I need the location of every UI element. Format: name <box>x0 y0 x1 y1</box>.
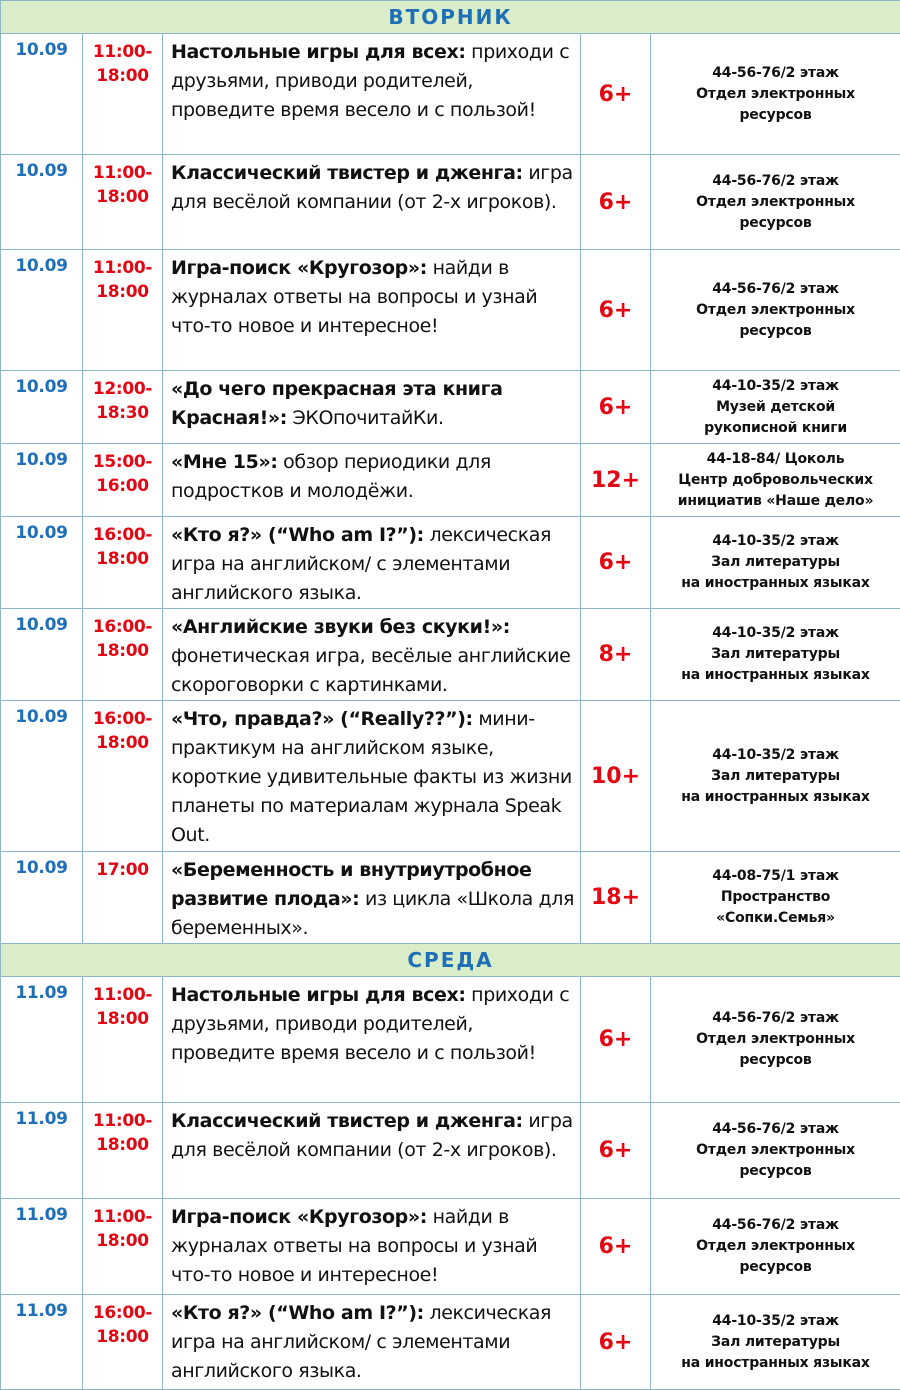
location-phone: 44-56-76/2 этаж <box>653 171 898 192</box>
event-time-end: 18:00 <box>83 1007 162 1031</box>
location-line: Отдел электронных <box>653 1029 898 1050</box>
event-time-start: 16:00- <box>83 615 162 639</box>
event-description <box>163 1103 581 1199</box>
age-rating: 12+ <box>581 444 651 517</box>
age-rating: 18+ <box>581 852 651 944</box>
age-rating: 6+ <box>581 250 651 371</box>
event-location <box>651 444 900 517</box>
location-phone: 44-10-35/2 этаж <box>653 745 898 766</box>
event-row <box>1 1295 900 1390</box>
event-text: лексическая игра на английском/ с элементами английского языка. <box>171 1302 551 1382</box>
event-row <box>1 1103 900 1199</box>
event-description <box>163 371 581 444</box>
location-phone: 44-10-35/2 этаж <box>653 376 898 397</box>
event-location <box>651 609 900 701</box>
location-line: на иностранных языках <box>653 787 898 808</box>
location-line: Отдел электронных <box>653 84 898 105</box>
event-location <box>651 155 900 250</box>
event-time-end: 18:00 <box>83 639 162 663</box>
event-description <box>163 1295 581 1390</box>
location-line: Зал литературы <box>653 766 898 787</box>
day-header <box>1 944 900 977</box>
event-time-end: 18:00 <box>83 64 162 88</box>
location-line: ресурсов <box>653 1257 898 1278</box>
location-line: Пространство <box>653 887 898 908</box>
event-title: Классический твистер и дженга: <box>171 162 523 184</box>
location-line: инициатив «Наше дело» <box>653 491 898 512</box>
event-location <box>651 517 900 609</box>
location-phone: 44-56-76/2 этаж <box>653 1008 898 1029</box>
event-time-start: 16:00- <box>83 707 162 731</box>
location-line: Отдел электронных <box>653 300 898 321</box>
event-description <box>163 444 581 517</box>
event-time-start: 11:00- <box>83 256 162 280</box>
event-text: приходи с друзьями, приводи родителей, проведите время весело и с пользой! <box>171 41 569 121</box>
event-time-start: 11:00- <box>83 40 162 64</box>
event-text: из цикла «Школа для беременных». <box>171 888 574 939</box>
event-row <box>1 701 900 852</box>
location-line: на иностранных языках <box>653 665 898 686</box>
event-text: обзор периодики для подростков и молодёжи. <box>171 451 491 502</box>
event-title: Настольные игры для всех: <box>171 984 466 1006</box>
event-title: «До чего прекрасная эта книга Красная!»: <box>171 378 503 429</box>
location-line: ресурсов <box>653 105 898 126</box>
event-date: 10.09 <box>1 701 83 852</box>
event-description <box>163 609 581 701</box>
location-line: ресурсов <box>653 1050 898 1071</box>
location-phone: 44-56-76/2 этаж <box>653 1119 898 1140</box>
event-time <box>83 1199 163 1295</box>
location-line: Отдел электронных <box>653 1236 898 1257</box>
event-title: «Кто я?» (“Who am I?”): <box>171 1302 424 1324</box>
event-time-end: 18:00 <box>83 185 162 209</box>
event-time-end: 16:00 <box>83 474 162 498</box>
location-line: Центр добровольческих <box>653 470 898 491</box>
event-time <box>83 517 163 609</box>
location-phone: 44-10-35/2 этаж <box>653 531 898 552</box>
event-title: «Мне 15»: <box>171 451 278 473</box>
event-row <box>1 155 900 250</box>
event-description <box>163 155 581 250</box>
event-text: найди в журналах ответы на вопросы и узнай что-то новое и интересное! <box>171 1206 537 1286</box>
event-location <box>651 1295 900 1390</box>
location-line: на иностранных языках <box>653 1353 898 1374</box>
event-date: 10.09 <box>1 517 83 609</box>
age-rating: 6+ <box>581 1103 651 1199</box>
event-time-end: 18:00 <box>83 1133 162 1157</box>
event-time-end: 18:00 <box>83 1229 162 1253</box>
age-rating: 6+ <box>581 1295 651 1390</box>
event-time-start: 12:00- <box>83 377 162 401</box>
age-rating: 10+ <box>581 701 651 852</box>
age-rating: 6+ <box>581 155 651 250</box>
event-row <box>1 977 900 1103</box>
event-date: 10.09 <box>1 155 83 250</box>
event-date: 10.09 <box>1 34 83 155</box>
event-time-end: 18:00 <box>83 547 162 571</box>
age-rating: 6+ <box>581 977 651 1103</box>
event-date: 10.09 <box>1 250 83 371</box>
location-phone: 44-18-84/ Цоколь <box>653 449 898 470</box>
event-description <box>163 1199 581 1295</box>
event-description <box>163 852 581 944</box>
location-phone: 44-56-76/2 этаж <box>653 279 898 300</box>
event-time-start: 17:00 <box>83 858 162 882</box>
event-row <box>1 250 900 371</box>
event-row <box>1 609 900 701</box>
location-phone: 44-08-75/1 этаж <box>653 866 898 887</box>
event-description <box>163 701 581 852</box>
event-location <box>651 1103 900 1199</box>
location-line: «Сопки.Семья» <box>653 908 898 929</box>
event-time <box>83 34 163 155</box>
event-description <box>163 34 581 155</box>
event-time-start: 11:00- <box>83 1205 162 1229</box>
event-row <box>1 1199 900 1295</box>
event-location <box>651 852 900 944</box>
event-time <box>83 701 163 852</box>
event-location <box>651 701 900 852</box>
event-date: 11.09 <box>1 1103 83 1199</box>
event-title: «Что, правда?» (“Really??”): <box>171 708 473 730</box>
event-text: найди в журналах ответы на вопросы и узнай что-то новое и интересное! <box>171 257 537 337</box>
location-line: Зал литературы <box>653 552 898 573</box>
event-location <box>651 250 900 371</box>
event-text: приходи с друзьями, приводи родителей, проведите время весело и с пользой! <box>171 984 569 1064</box>
age-rating: 8+ <box>581 609 651 701</box>
event-time-end: 18:00 <box>83 280 162 304</box>
event-description <box>163 977 581 1103</box>
event-title: Игра-поиск «Кругозор»: <box>171 1206 427 1228</box>
location-phone: 44-10-35/2 этаж <box>653 623 898 644</box>
event-title: «Английские звуки без скуки!»: <box>171 616 510 638</box>
day-name: СРЕДА <box>1 944 900 977</box>
event-row <box>1 371 900 444</box>
event-time-start: 11:00- <box>83 161 162 185</box>
location-line: Зал литературы <box>653 1332 898 1353</box>
location-line: ресурсов <box>653 1161 898 1182</box>
location-line: Музей детской <box>653 397 898 418</box>
event-time <box>83 1103 163 1199</box>
event-date: 10.09 <box>1 444 83 517</box>
event-text: игра для весёлой компании (от 2-х игроков). <box>171 162 573 213</box>
event-time-start: 16:00- <box>83 523 162 547</box>
event-title: Игра-поиск «Кругозор»: <box>171 257 427 279</box>
event-title: Настольные игры для всех: <box>171 41 466 63</box>
event-title: «Беременность и внутриутробное развитие плода»: <box>171 859 532 910</box>
event-time <box>83 250 163 371</box>
event-location <box>651 977 900 1103</box>
location-phone: 44-10-35/2 этаж <box>653 1311 898 1332</box>
event-date: 10.09 <box>1 371 83 444</box>
event-time <box>83 1295 163 1390</box>
event-title: Классический твистер и дженга: <box>171 1110 523 1132</box>
location-line: ресурсов <box>653 321 898 342</box>
event-time-end: 18:30 <box>83 401 162 425</box>
event-time <box>83 977 163 1103</box>
age-rating: 6+ <box>581 517 651 609</box>
event-location <box>651 371 900 444</box>
event-date: 11.09 <box>1 977 83 1103</box>
event-text: мини-практикум на английском языке, короткие удивительные факты из жизни планеты по материалам журнала Speak Out. <box>171 708 572 846</box>
location-line: Отдел электронных <box>653 1140 898 1161</box>
event-text: фонетическая игра, весёлые английские скороговорки с картинками. <box>171 645 570 696</box>
event-row <box>1 517 900 609</box>
event-time-start: 15:00- <box>83 450 162 474</box>
location-line: ресурсов <box>653 213 898 234</box>
event-time-start: 11:00- <box>83 983 162 1007</box>
event-date: 11.09 <box>1 1295 83 1390</box>
event-time-start: 16:00- <box>83 1301 162 1325</box>
event-description <box>163 517 581 609</box>
event-location <box>651 34 900 155</box>
event-time-end: 18:00 <box>83 731 162 755</box>
event-date: 10.09 <box>1 609 83 701</box>
event-location <box>651 1199 900 1295</box>
event-text: игра для весёлой компании (от 2-х игроков). <box>171 1110 573 1161</box>
event-title: «Кто я?» (“Who am I?”): <box>171 524 424 546</box>
event-time-start: 11:00- <box>83 1109 162 1133</box>
event-date: 11.09 <box>1 1199 83 1295</box>
event-time <box>83 609 163 701</box>
age-rating: 6+ <box>581 1199 651 1295</box>
event-text: лексическая игра на английском/ с элементами английского языка. <box>171 524 551 604</box>
event-text: ЭКОпочитайКи. <box>287 407 444 429</box>
event-row <box>1 852 900 944</box>
event-time <box>83 852 163 944</box>
location-line: рукописной книги <box>653 418 898 439</box>
event-time <box>83 155 163 250</box>
event-date: 10.09 <box>1 852 83 944</box>
location-line: на иностранных языках <box>653 573 898 594</box>
age-rating: 6+ <box>581 34 651 155</box>
day-header <box>1 1 900 34</box>
day-name: ВТОРНИК <box>1 1 900 34</box>
location-line: Зал литературы <box>653 644 898 665</box>
event-time <box>83 371 163 444</box>
event-row <box>1 34 900 155</box>
event-time-end: 18:00 <box>83 1325 162 1349</box>
event-time <box>83 444 163 517</box>
location-phone: 44-56-76/2 этаж <box>653 63 898 84</box>
age-rating: 6+ <box>581 371 651 444</box>
event-description <box>163 250 581 371</box>
location-line: Отдел электронных <box>653 192 898 213</box>
location-phone: 44-56-76/2 этаж <box>653 1215 898 1236</box>
event-row <box>1 444 900 517</box>
